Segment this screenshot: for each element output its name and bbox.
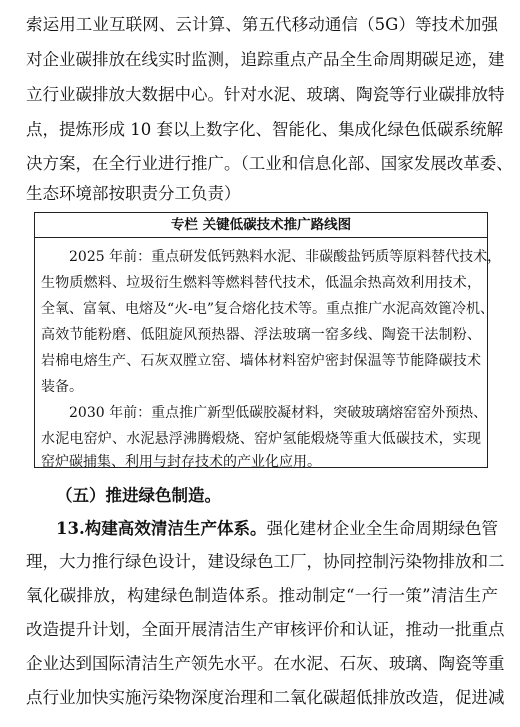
box-line: 生物质燃料、垃圾衍生燃料等燃料替代技术，低温余热高效利用技术， — [41, 275, 481, 291]
text-line: 决方案，在全行业进行推广。（工业和信息化部、国家发展改革委、 — [26, 154, 513, 173]
text-line: 点行业加快实施污染物深度治理和二氧化碳超低排放改造，促进减 — [26, 688, 505, 707]
box-line: 装备。 — [41, 379, 83, 395]
box-line: 窑炉碳捕集、利用与封存技术的产业化应用。 — [41, 454, 321, 470]
box-line: 高效节能粉磨、低阻旋风预热器、浮法玻璃一窑多线、陶瓷干法制粉、 — [41, 327, 481, 343]
paragraph-lead: 13.构建高效清洁生产体系。 — [56, 519, 267, 538]
text-line: 改造提升计划，全面开展清洁生产审核评价和认证，推动一批重点 — [26, 620, 505, 639]
sidebar-box — [34, 212, 502, 470]
text-line: 对企业碳排放在线实时监测，追踪重点产品全生命周期碳足迹，建 — [26, 50, 505, 69]
text-line: 索运用工业互联网、云计算、第五代移动通信（5G）等技术加强 — [26, 15, 498, 34]
paragraph-text: 强化建材企业全生命周期绿色管 — [266, 519, 498, 538]
box-line: 水泥电窑炉、水泥悬浮沸腾煅烧、窑炉氢能煅烧等重大低碳技术，实现 — [41, 431, 481, 447]
text-line: 企业达到国际清洁生产领先水平。在水泥、石灰、玻璃、陶瓷等重 — [26, 654, 505, 673]
text-line — [56, 519, 498, 539]
section-heading: （五）推进绿色制造。 — [56, 486, 221, 505]
box-line: 2030 年前：重点推广新型低碳胶凝材料，突破玻璃熔窑窑外预热、 — [69, 405, 488, 421]
text-line: 生态环境部按职责分工负责） — [26, 184, 241, 203]
box-title-row — [35, 213, 487, 238]
box-title: 专栏 关键低碳技术推广路线图 — [170, 217, 352, 233]
text-line: 理，大力推行绿色设计，建设绿色工厂，协同控制污染物排放和二 — [26, 552, 505, 571]
box-line: 岩棉电熔生产、石灰双膛立窑、墙体材料窑炉密封保温等节能降碳技术 — [41, 353, 481, 369]
text-line: 氧化碳排放，构建绿色制造体系。推动制定“一行一策”清洁生产 — [26, 586, 498, 605]
text-line: 立行业碳排放大数据中心。针对水泥、玻璃、陶瓷等行业碳排放特 — [26, 85, 505, 104]
box-line: 2025 年前：重点研发低钙熟料水泥、非碳酸盐钙质等原料替代技术， — [69, 249, 502, 265]
text-line: 点，提炼形成 10 套以上数字化、智能化、集成化绿色低碳系统解 — [26, 120, 503, 139]
box-line: 全氧、富氧、电熔及“火-电”复合熔化技术等。重点推广水泥高效篦冷机、 — [41, 301, 495, 317]
